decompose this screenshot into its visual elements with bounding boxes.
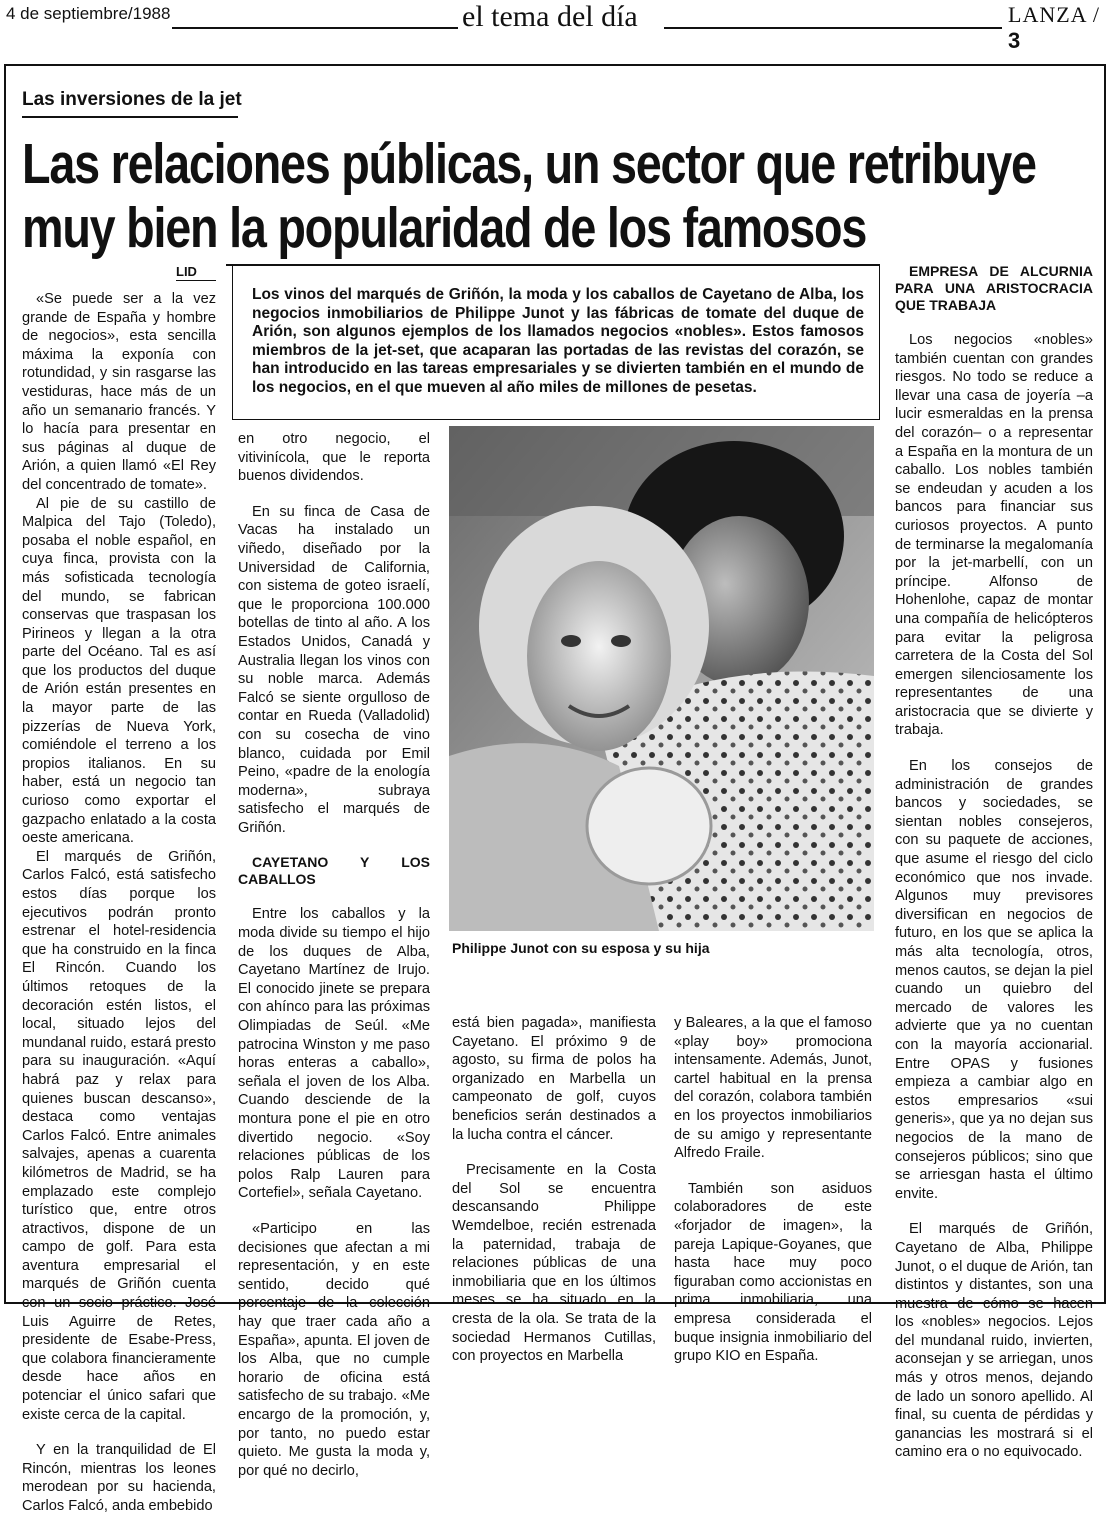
paragraph: y Baleares, a la que el famoso «play boy» promociona intensamente. Además, Junot, cartel habitual en la prensa del corazón, colabora también en los proyectos inmobiliarios de su amigo y representante Alfredo Fraile. <box>674 1015 872 1162</box>
byline: LID <box>176 264 197 279</box>
column-4 <box>674 1014 872 1366</box>
column-3 <box>452 1014 656 1366</box>
newspaper-title: LANZA / <box>1008 2 1100 27</box>
column-5 <box>895 263 1093 1462</box>
section-subhead: CAYETANO Y LOS CABALLOS <box>238 854 430 888</box>
paragraph: está bien pagada», manifiesta Cayetano. El próximo 9 de agosto, su firma de polos ha organizado en Marbella un campeonato de golf, cuyos beneficios serán destinados a la lucha contra el cáncer. <box>452 1015 656 1143</box>
newspaper-name <box>1008 2 1112 54</box>
article-kicker: Las inversiones de la jet <box>22 89 242 110</box>
page-number: 3 <box>1008 28 1022 53</box>
paragraph: Al pie de su castillo de Malpica del Tajo (Toledo), posaba el noble español, en cuya finca, provista con la más sofisticada tecnología del mundo, se fabrican conservas que traspasan los Pirineos y llegan a la otra parte del Océano. Tal es así que los productos del duque de Arión están presentes en la mayor parte de las pizzerías de Nueva York, comiéndole el terreno a los propios italianos. En su haber, está un negocio tan curioso como exportar el gazpacho enlatado a la costa oeste americana. <box>22 495 216 847</box>
paragraph: El marqués de Griñón, Carlos Falcó, está satisfecho estos días porque los ejecutivos podrán pronto estrenar el hotel-residencia que ha construido en la finca El Rincón. Cuando los últimos retoques de la decoración estén listos, el local, situado lejos del mundanal ruido, estará presto para su inauguración. «Aquí habrá paz y relax para quienes buscan descanso», destaca como ventajas Carlos Falcó. Entre animales salvajes, apenas a cuarenta kilómetros de Madrid, se ha emplazado este complejo turístico que, entre otros atractivos, dispone de un campo de golf. Para esta aventura empresarial el marqués de Griñón cuenta con un socio práctico. José Luis Aguirre de Retes, presidente de Esabe-Press, que colabora financieramente desde hace años en potenciar el único safari que existe cerca de la capital. <box>22 848 216 1423</box>
byline-rule <box>176 280 216 281</box>
article-lead: Los vinos del marqués de Griñón, la moda y los caballos de Cayetano de Alba, los negocios inmobiliarios de Philippe Junot y las fábricas de tomate del duque de Arión, son algunos ejemplos de los llamados negocios «nobles». Estos famosos miembros de la jet-set, que acaparan las portadas de las revistas del corazón, se han introducido en las tareas empresariales y se divierten también en el mundo de los negocios, en el que mueven al año miles de millones de pesetas. <box>252 286 864 396</box>
issue-date: 4 de septiembre/1988 <box>6 4 171 23</box>
section-subhead: EMPRESA DE ALCURNIA PARA UNA ARISTOCRACIA QUE TRABAJA <box>895 263 1093 313</box>
headline-line-1: Las relaciones públicas, un sector que retribuye <box>22 132 1036 196</box>
paragraph: Entre los caballos y la moda divide su tiempo el hijo de los duques de Alba, Cayetano Martínez de Irujo. El conocido jinete se prepara con ahínco para las próximas Olimpiadas de Seúl. «Me patrocina Winston y me paso horas enteras a caballo», señala el joven de los Alba. Cuando desciende de la montura pone el pie en otro divertido negocio. «Soy relaciones públicas de los polos Ralp Lauren para Cortefiel», señala Cayetano. <box>238 906 430 1202</box>
header-rule-left <box>172 27 458 29</box>
paragraph: «Se puede ser a la vez grande de España y hombre de negocios», esta sencilla máxima la exponía con rotundidad, y sin rasgarse las vestiduras, hace más de un año un semanario francés. Y lo hacía para presentar en sus páginas al duque de Arión, a quien llamó «El Rey del concentrado de tomate». <box>22 291 216 493</box>
header-rule-right <box>664 27 1002 29</box>
paragraph: «Participo en las decisiones que afectan a mi representación, y en este sentido, decido qué porcentaje de la colección hay que traer cada año a España», apunta. El joven de los Alba, que no cumple horario de oficina está satisfecho de su trabajo. «Me encargo de la promoción, y, por tanto, no puedo estar quieto. Me gusta la moda y, por qué no decirlo, <box>238 1220 430 1479</box>
paragraph: En su finca de Casa de Vacas ha instalado un viñedo, diseñado por la Universidad de California, con sistema de goteo israelí, que le proporciona 100.000 botellas de tinto al año. A los Estados Unidos, Canadá y Australia llegan los vinos con su noble marca. Además Falcó se siente orgulloso de contar en Rueda (Valladolid) con su cosecha de vino blanco, cuidada por Emil Peino, «padre de la enología moderna», subraya satisfecho el marqués de Griñón. <box>238 503 430 836</box>
paragraph: Los negocios «nobles» también cuentan con grandes riesgos. No todo se reduce a llevar una casa de joyería –a lucir esmeraldas en la prensa del corazón– o a representar a España en la montura de un caballo. Los nobles también se endeudan y acuden a los bancos para financiar sus curiosos proyectos. A punto de terminarse la megalomanía por la jet-marbellí, con un príncipe. Alfonso de Hohenlohe, capaz de montar una compañía de helicópteros para evitar la peligrosa carretera de la Costa del Sol emergen silenciosamente los representantes de una aristocracia que se divierte y trabaja. <box>895 332 1093 739</box>
paragraph: El marqués de Griñón, Cayetano de Alba, Philippe Junot, o el duque de Arión, tan distintos y distantes, son una muestra de cómo se hacen los «nobles» negocios. Lejos del mundanal ruido, invierten, aconsejan y se arriegan, unos más y otros menos, dejando de lado un sonoro apellido. Al final, su cuenta de pérdidas y ganancias les mostrará si el camino era o no equivocado. <box>895 1221 1093 1461</box>
photo-caption: Philippe Junot con su esposa y su hija <box>452 940 710 956</box>
article-photo <box>449 426 874 931</box>
paragraph: También son asiduos colaboradores de este «forjador de imagen», la pareja Lapique-Goyanes, que hasta hace muy poco figuraban como accionistas en prima inmobiliaria, una empresa considerada el buque insignia inmobiliario del grupo KIO en España. <box>674 1180 872 1365</box>
photo-image <box>449 426 874 931</box>
paragraph: Precisamente en la Costa del Sol se encuentra descansando Philippe Wemdelboe, recién estrenada la paternidad, trabaja de relaciones públicas de una inmobiliaria que en los últimos meses se ha situado en la cresta de la ola. Se trata de la sociedad Hermanos Cutillas, con proyectos en Marbella <box>452 1162 656 1365</box>
paragraph: en otro negocio, el vitivinícola, que le reporta buenos dividendos. <box>238 431 430 485</box>
column-2 <box>238 430 430 1480</box>
section-title: el tema del día <box>462 0 638 33</box>
headline-line-2: muy bien la popularidad de los famosos <box>22 196 867 260</box>
column-1 <box>22 290 216 1516</box>
article-headline <box>22 132 1036 260</box>
paragraph: Y en la tranquilidad de El Rincón, mientras los leones merodean por su hacienda, Carlos Falcó, anda embebido <box>22 1442 216 1514</box>
paragraph: En los consejos de administración de grandes bancos y sociedades, se sientan nobles consejeros, con su paquete de acciones, que asume el riesgo del ciclo económico que nos invade. Algunos muy previsores diversifican en negocios de futuro, en los que se aplica la más alta tecnología, otros, menos cautos, se dejan la piel cuando un quiebro del mercado de valores les advierte que ya no cuentan con la mayoría accionarial. Entre OPAS y fusiones empieza a cambiar algo en estos empresarios «sui generis», que ya no dejan sus negocios de la mano de consejeros públicos; sino que se arriesgan hasta el último envite. <box>895 758 1093 1202</box>
kicker-underline <box>22 116 238 118</box>
